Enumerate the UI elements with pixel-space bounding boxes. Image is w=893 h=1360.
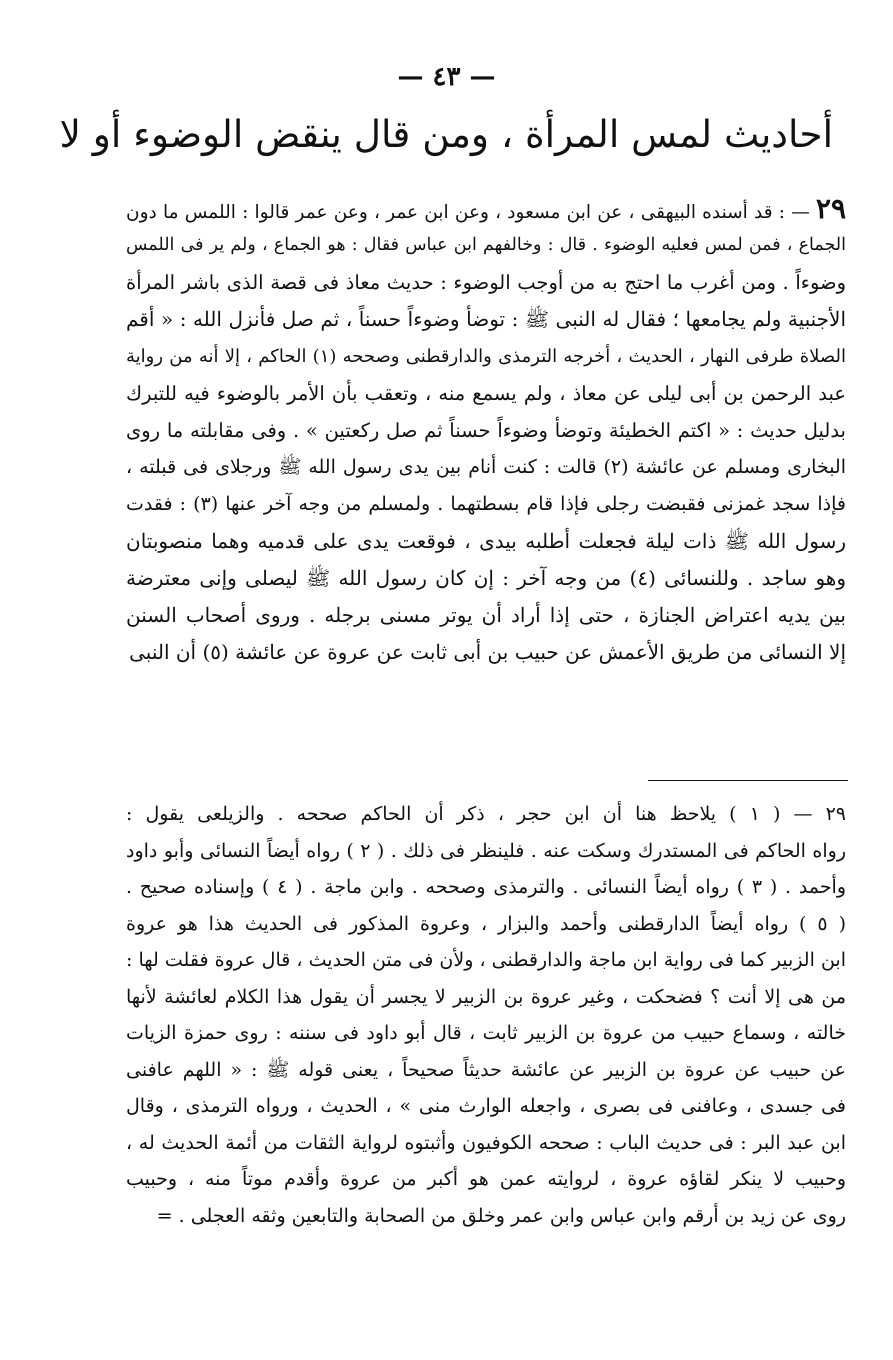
footnote-line: رواه الحاكم فى المستدرك وسكت عنه . فلينظر فى ذلك . ( ٢ ) رواه أيضاً النسائى وأبو داود [126,839,846,862]
footnote-line: خالته ، وسماع حبيب من عروة بن الزبير ثابت ، قال أبو داود فى سننه : روى حمزة الزيات [126,1022,846,1044]
chapter-title: أحاديث لمس المرأة ، ومن قال ينقض الوضوء أو لا [59,112,833,156]
footnote-line: عن حبيب عن عروة بن الزبير عن عائشة حديثاً صحيحاً ، يعنى قوله ﷺ : « اللهم عافنى [126,1058,846,1081]
footnote-separator [648,780,848,781]
body-line: البخارى ومسلم عن عائشة (٢) قالت : كنت أنام بين يدى رسول الله ﷺ ورجلاى فى قبلته ، [126,456,846,478]
footnote-line: وحبيب لا ينكر لقاؤه عروة ، لروايته عمن هو أكبر من عروة وأقدم موتاً منه ، وحبيب [126,1168,846,1190]
main-text [126,190,846,671]
body-line: فإذا سجد غمزنى فقبضت رجلى فإذا قام بسطتهما . ولمسلم من وجه آخر عنها (٣) : فقدت [126,493,846,515]
body-line: الجماع ، فمن لمس فعليه الوضوء . قال : وخالفهم ابن عباس فقال : هو الجماع ، ولم ير فى اللمس [126,235,846,255]
body-line: إلا النسائى من طريق الأعمش عن حبيب بن أبى ثابت عن عروة عن عائشة (٥) أن النبى [129,640,846,664]
page-number: — ٤٣ — [397,62,496,92]
body-line: وضوءاً . ومن أغرب ما احتج به من أوجب الوضوء : حديث معاذ فى قصة الذى باشر المرأة [126,271,846,294]
body-line: وهو ساجد . وللنسائى (٤) من وجه آخر : إن كان رسول الله ﷺ ليصلى وإنى معترضة [126,566,846,590]
footnote-line: روى عن زيد بن أرقم وابن عباس وابن عمر وخلق من الصحابة والتابعين وثقه العجلى . = [156,1204,846,1227]
footnote-line: وأحمد . ( ٣ ) رواه أيضاً النسائى . والترمذى وصححه . وابن ماجة . ( ٤ ) وإسناده صحيح . [126,876,846,898]
hadith-number: ٢٩ [815,192,846,225]
body-line: الأجنبية ولم يجامعها ؛ فقال له النبى ﷺ : توضأ وضوءاً حسناً ، ثم صل فأنزل الله : « أقم [126,307,846,331]
footnote-line: ٢٩ — ( ١ ) يلاحظ هنا أن ابن حجر ، ذكر أن الحاكم صححه . والزيلعى يقول : [126,803,846,825]
footnote-line: فى جسدى ، وعافنى فى بصرى ، واجعله الوارث منى » ، الحديث ، ورواه الترمذى ، وقال [126,1095,846,1117]
body-line: الصلاة طرفى النهار ، الحديث ، أخرجه الترمذى والدارقطنى وصححه (١) الحاكم ، إلا أنه من رواية [126,346,846,367]
footnote-line: ( ٥ ) رواه أيضاً الدارقطنى وأحمد والبزار ، وعروة المذكور فى الحديث هذا هو عروة [126,912,846,935]
body-line: بين يديه اعتراض الجنازة ، حتى إذا أراد أن يوتر مسنى برجله . وروى أصحاب السنن [126,603,846,627]
body-line: بدليل حديث : « اكتم الخطيئة وتوضأ وضوءاً حسناً ثم صل ركعتين » . وفى مقابلته ما روى [126,419,846,442]
footnote-line: ابن الزبير كما فى رواية ابن ماجة والدارقطنى ، ولأن فى متن الحديث ، قال عروة فقلت لها : [126,949,846,971]
footnote-line: من هى إلا أنت ؟ فضحكت ، وغير عروة بن الزبير لا يجسر أن يقول هذا الكلام لعائشة لأنها [126,985,846,1008]
body-line: رسول الله ﷺ ذات ليلة فجعلت أطلبه بيدى ، فوقعت يدى على قدميه وهما منصوبتان [126,529,846,553]
body-line [126,190,846,227]
footnote-line: ابن عبد البر : فى حديث الباب : صححه الكوفيون وأثبتوه لرواية الثقات من أئمة الحديث له ، [126,1131,846,1154]
body-line-text: — : قد أسنده البيهقى ، عن ابن مسعود ، وعن ابن عمر ، وعن عمر قالوا : اللمس ما دون [126,202,810,223]
body-line: عبد الرحمن بن أبى ليلى عن معاذ ، ولم يسمع منه ، وتعقب بأن الأمر بالوضوء فيه للتبرك [126,382,846,405]
footnotes [126,796,846,1234]
